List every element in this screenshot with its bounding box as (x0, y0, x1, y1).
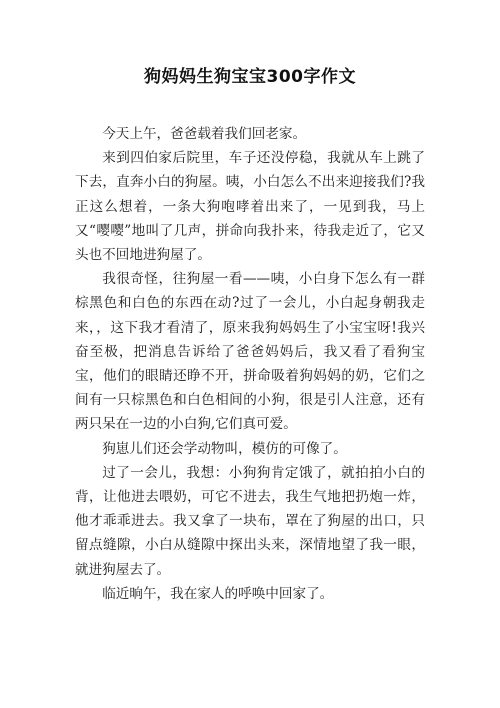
paragraph-1: 今天上午，爸爸载着我们回老家。 (102, 126, 307, 142)
essay-body (75, 122, 425, 606)
paragraph-4: 狗崽儿们还会学动物叫，模仿的可像了。 (102, 440, 347, 457)
paragraph-3: 我很奇怪，往狗屋一看——咦，小白身下怎么有一群棕黑色和白色的东西在动?过了一会儿，小白起身朝我走来，，这下我才看清了，原来我狗妈妈生了小宝宝呀!我兴奋至极，把消息告诉给了爸爸妈妈后，我又看了看狗宝宝，他们的眼睛还睁不开，拼命吸着狗妈妈的奶，它们之间有一只棕黑色和白色相间的小狗，很是引人注意，还有两只呆在一边的小白狗,它们真可爱。 (75, 271, 425, 433)
essay-title: 狗妈妈生狗宝宝300字作文 (144, 67, 356, 87)
paragraph-2: 来到四伯家后院里，车子还没停稳，我就从车上跳了下去，直奔小白的狗屋。咦，小白怎么不出来迎接我们?我正这么想着，一条大狗咆哮着出来了，一见到我，马上又“嘤嘤”地叫了几声，拼命向我扑来，待我走近了，它又头也不回地进狗屋了。 (75, 150, 425, 264)
paragraph-5: 过了一会儿，我想：小狗狗肯定饿了，就拍拍小白的背，让他进去喂奶，可它不进去，我生气地把扔炮一炸，他才乖乖进去。我又拿了一块布，罩在了狗屋的出口，只留点缝隙，小白从缝隙中探出头来，深情地望了我一眼，就进狗屋去了。 (75, 464, 425, 578)
paragraph-6: 临近晌午，我在家人的呼唤中回家了。 (102, 585, 334, 602)
